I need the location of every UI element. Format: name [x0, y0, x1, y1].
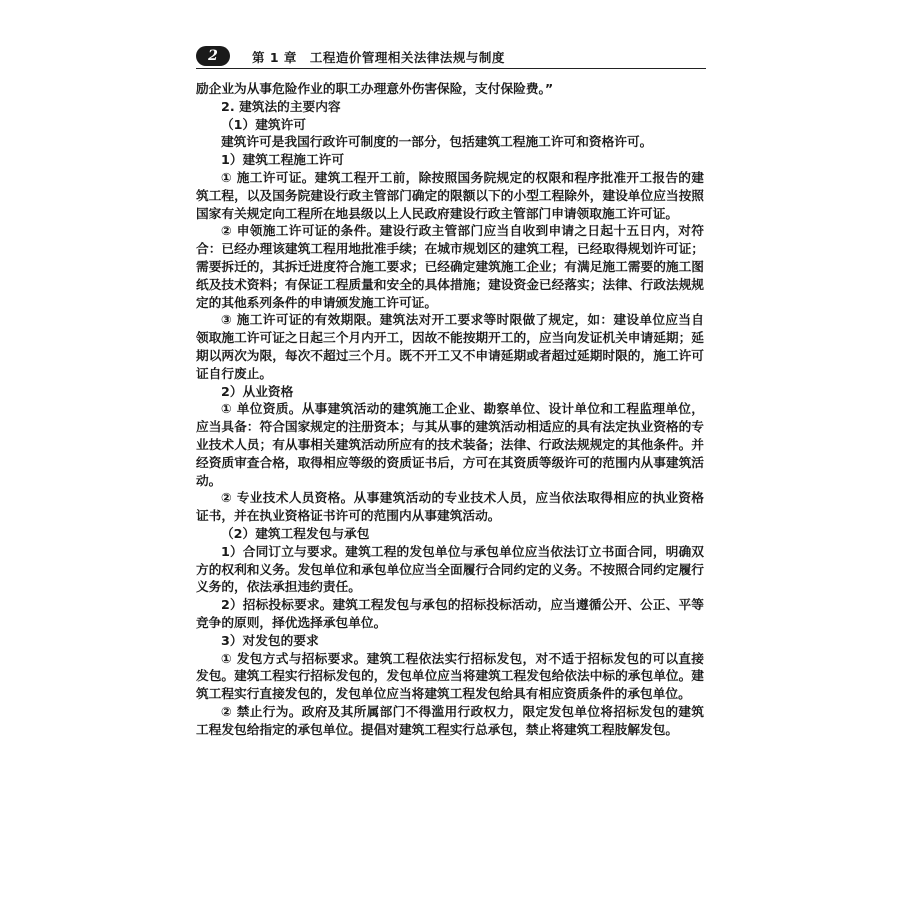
paragraph: 建筑许可是我国行政许可制度的一部分，包括建筑工程施工许可和资格许可。	[221, 134, 653, 150]
subsection-heading: （1）建筑许可	[221, 116, 306, 132]
section-heading: 2. 建筑法的主要内容	[221, 98, 341, 114]
subsection-heading: 2）从业资格	[221, 383, 294, 399]
page-header	[196, 46, 706, 69]
paragraph: ② 申领施工许可证的条件。建设行政主管部门应当自收到申请之日起十五日内，对符合：已经办理该建筑工程用地批准手续；在城市规划区的建筑工程，已经取得规划许可证；需要拆迁的，其拆迁进度符合施工要求；已经确定建筑施工企业；有满足施工需要的施工图纸及技术资料；有保证工程质量和安全的具体措施；建设资金已经落实；法律、行政法规规定的其他系列条件的申请颁发施工许可证。	[196, 223, 704, 310]
paragraph: ② 专业技术人员资格。从事建筑活动的专业技术人员，应当依法取得相应的执业资格证书，并在执业资格证书许可的范围内从事建筑活动。	[196, 490, 704, 524]
paragraph: ③ 施工许可证的有效期限。建筑法对开工要求等时限做了规定，如：建设单位应当自领取施工许可证之日起三个月内开工，因故不能按期开工的，应当向发证机关申请延期；延期以两次为限，每次不超过三个月。既不开工又不申请延期或者超过延期时限的，施工许可证自行废止。	[196, 312, 704, 381]
subsection-heading: 1）建筑工程施工许可	[221, 152, 345, 168]
paragraph: 1）合同订立与要求。建筑工程的发包单位与承包单位应当依法订立书面合同，明确双方的权利和义务。发包单位和承包单位应当全面履行合同约定的义务。不按照合同约定履行义务的，依法承担违约责任。	[196, 543, 704, 595]
paragraph: ① 施工许可证。建筑工程开工前，除按照国务院规定的权限和程序批准开工报告的建筑工程，以及国务院建设行政主管部门确定的限额以下的小型工程除外，建设单位应当按照国家有关规定向工程所在地县级以上人民政府建设行政主管部门申请领取施工许可证。	[196, 169, 704, 221]
paragraph: ① 发包方式与招标要求。建筑工程依法实行招标发包，对不适于招标发包的可以直接发包。建筑工程实行招标发包的，发包单位应当将建筑工程发包给依法中标的承包单位。建筑工程实行直接发包的，发包单位应当将建筑工程发包给具有相应资质条件的承包单位。	[196, 650, 704, 702]
subsection-heading: 3）对发包的要求	[221, 632, 319, 648]
paragraph: 励企业为从事危险作业的职工办理意外伤害保险，支付保险费。”	[196, 81, 554, 96]
chapter-title: 第 1 章 工程造价管理相关法律法规与制度	[252, 50, 505, 65]
paragraph: ① 单位资质。从事建筑活动的建筑施工企业、勘察单位、设计单位和工程监理单位，应当具备：符合国家规定的注册资本；与其从事的建筑活动相适应的具有法定执业资格的专业技术人员；有从事相关建筑活动所应有的技术装备；法律、行政法规规定的其他条件。并经资质审查合格，取得相应等级的资质证书后，方可在其资质等级许可的范围内从事建筑活动。	[196, 401, 704, 488]
paragraph: ② 禁止行为。政府及其所属部门不得滥用行政权力，限定发包单位将招标发包的建筑工程发包给指定的承包单位。提倡对建筑工程实行总承包，禁止将建筑工程肢解发包。	[196, 703, 704, 737]
page-number-badge: 2	[196, 46, 230, 66]
body-text	[196, 80, 704, 738]
subsection-heading: （2）建筑工程发包与承包	[221, 525, 370, 541]
paragraph: 2）招标投标要求。建筑工程发包与承包的招标投标活动，应当遵循公开、公正、平等竞争的原则，择优选择承包单位。	[196, 597, 704, 630]
